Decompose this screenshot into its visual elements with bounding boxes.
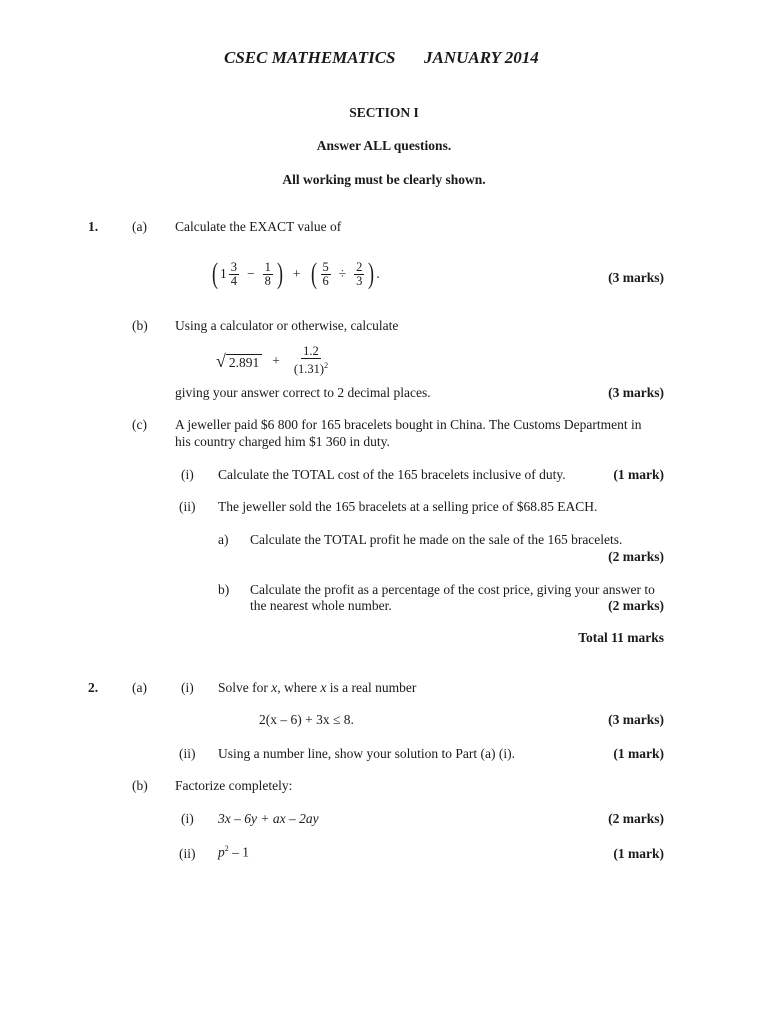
q1c-ii-text: The jeweller sold the 165 bracelets at a selling price of $68.85 EACH. — [218, 499, 598, 514]
close-paren: ) — [368, 257, 375, 290]
q2b-text: Factorize completely: — [175, 778, 293, 793]
q2b-ii-marks: (1 mark) — [613, 846, 664, 861]
q1b-expression — [216, 345, 332, 376]
fraction: $\frac{3}{4}$ — [230, 259, 237, 288]
close-paren: ) — [276, 257, 283, 290]
q2a-i-inequality: 2(x – 6) + 3x ≤ 8. — [259, 712, 354, 727]
exam-title: CSEC MATHEMATICS — [224, 48, 396, 67]
q1c-ii-a-text: Calculate the TOTAL profit he made on the sale of the 165 bracelets. — [250, 532, 623, 547]
q1c-ii-a-label: a) — [218, 532, 229, 547]
q2b-label: (b) — [132, 778, 148, 793]
q1-total-marks: Total 11 marks — [578, 630, 664, 645]
q2b-ii-expression: $p^2 - 1$ — [218, 844, 249, 860]
q2a-i-label: (i) — [181, 680, 194, 695]
q2a-label: (a) — [132, 680, 147, 695]
fraction: $\frac{2}{3}$ — [356, 259, 363, 288]
divide-sign: ÷ — [338, 266, 347, 281]
instruction-working: All working must be clearly shown. — [282, 172, 486, 187]
open-paren: ( — [212, 257, 218, 290]
q1b-marks: (3 marks) — [608, 385, 664, 400]
question-number-1: 1. — [88, 219, 99, 234]
open-paren: ( — [310, 257, 317, 290]
q2b-i-marks: (2 marks) — [608, 811, 664, 826]
q1a-label: (a) — [132, 219, 147, 234]
fraction: $\frac{5}{6}$ — [322, 259, 329, 288]
q1c-i-marks: (1 mark) — [613, 467, 664, 482]
question-number-2: 2. — [88, 680, 99, 695]
radical-sign-icon: √ — [216, 350, 226, 371]
q1c-ii-label: (ii) — [179, 499, 196, 514]
plus-sign: + — [272, 352, 280, 368]
q1c-ii-b-label: b) — [218, 582, 230, 597]
q1a-text: Calculate the EXACT value of — [175, 219, 342, 234]
q1b-label: (b) — [132, 318, 148, 333]
q2b-i-expression: 3x – 6y + ax – 2ay — [218, 811, 319, 826]
q1a-expression — [210, 259, 380, 289]
q2a-ii-text: Using a number line, show your solution to Part (a) (i). — [218, 746, 515, 761]
mixed-whole: 1 — [220, 266, 227, 281]
fraction: $\frac{1.2}{(1.31)^2}$ — [293, 344, 329, 377]
minus-sign: − — [247, 266, 255, 281]
q2a-ii-marks: (1 mark) — [613, 746, 664, 761]
q1c-ii-b-marks: (2 marks) — [608, 598, 664, 613]
q1c-text-line1: A jeweller paid $6 800 for 165 bracelets bought in China. The Customs Department in — [175, 417, 642, 432]
q1b-text2: giving your answer correct to 2 decimal places. — [175, 385, 431, 400]
radicand: 2.891 — [226, 354, 262, 370]
q2b-ii-label: (ii) — [179, 846, 196, 861]
q1c-ii-b-text-line1: Calculate the profit as a percentage of the cost price, giving your answer to — [250, 582, 655, 597]
period: . — [376, 266, 380, 281]
instruction-answer-all: Answer ALL questions. — [316, 138, 452, 153]
q1c-text-line2: his country charged him $1 360 in duty. — [175, 434, 390, 449]
plus-sign: + — [292, 266, 301, 281]
exam-date: JANUARY 2014 — [424, 48, 539, 67]
q2a-i-text: Solve for x, where x is a real number — [218, 680, 417, 695]
fraction: $\frac{1}{8}$ — [264, 259, 271, 288]
q2a-ii-label: (ii) — [179, 746, 196, 761]
section-title: SECTION I — [349, 105, 419, 120]
square-root — [216, 352, 262, 370]
q1c-i-label: (i) — [181, 467, 194, 482]
q1c-label: (c) — [132, 417, 147, 432]
q1a-marks: (3 marks) — [608, 270, 664, 285]
q1c-ii-b-text-line2: the nearest whole number. — [250, 598, 392, 613]
q2a-i-marks: (3 marks) — [608, 712, 664, 727]
q2b-i-label: (i) — [181, 811, 194, 826]
q1b-text: Using a calculator or otherwise, calculate — [175, 318, 399, 333]
q1c-i-text: Calculate the TOTAL cost of the 165 bracelets inclusive of duty. — [218, 467, 566, 482]
q1c-ii-a-marks: (2 marks) — [608, 549, 664, 564]
